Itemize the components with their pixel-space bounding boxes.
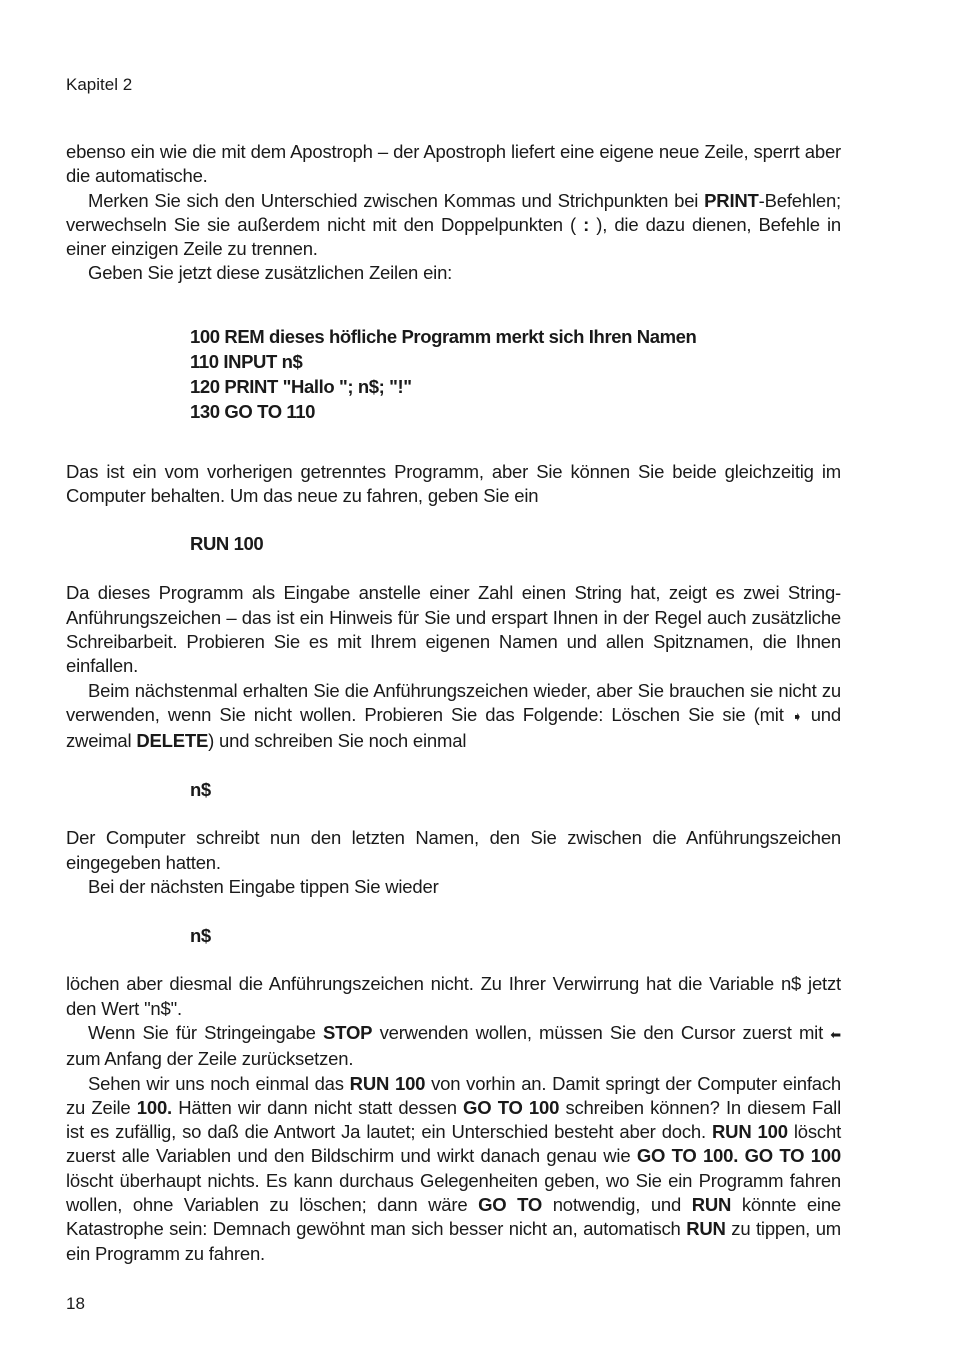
keyword-run: RUN xyxy=(686,1218,726,1240)
page-number: 18 xyxy=(66,1294,85,1313)
code-line: 120 PRINT "Hallo "; n$; "!" xyxy=(190,375,412,397)
text-span: -Befehlen; verwechseln Sie sie außerdem nicht mit den Doppelpunkten ( xyxy=(66,189,841,235)
keyword-goto: GO TO xyxy=(478,1194,543,1216)
text-span: ), die dazu dienen, Befehle in einer einzigen Zeile zu trennen. xyxy=(66,213,841,260)
text-span: zu tippen, um ein Programm zu fahren. xyxy=(66,1218,841,1264)
keyword-delete: DELETE xyxy=(136,730,209,752)
paragraph-8: Bei der nächsten Eingabe tippen Sie wieder xyxy=(88,876,439,898)
text-span: notwendig, und xyxy=(542,1194,692,1216)
keyword-line-100: 100. xyxy=(136,1096,172,1118)
code-line: 110 INPUT n$ xyxy=(190,350,303,372)
colon-symbol: : xyxy=(583,213,590,235)
code-listing xyxy=(190,324,841,424)
keyword-run: RUN xyxy=(691,1194,732,1216)
code-line: 130 GO TO 110 xyxy=(190,400,316,422)
text-span: Wenn Sie für Stringeingabe xyxy=(88,1021,324,1043)
paragraph-3: Geben Sie jetzt diese zusätzlichen Zeilen ein: xyxy=(88,262,453,284)
keyword-run-100: RUN 100 xyxy=(349,1072,426,1094)
paragraph-6 xyxy=(66,679,841,754)
text-span: zum Anfang der Zeile zurücksetzen. xyxy=(66,1048,354,1070)
keyword-goto-100: GO TO 100 xyxy=(463,1096,560,1118)
code-n-dollar-1: n$ xyxy=(190,779,211,801)
paragraph-9: löchen aber diesmal die Anführungszeichen nicht. Zu Ihrer Verwirrung hat die Variable n$ jetzt den Wert "n$". xyxy=(66,973,841,1019)
text-span: löscht überhaupt nichts. Es kann durchaus Gelegenheiten geben, wo Sie ein Programm fahren wollen, ohne Variablen zu löschen; dann wäre xyxy=(66,1169,841,1216)
code-n-dollar-2: n$ xyxy=(190,925,211,947)
paragraph-10 xyxy=(66,1021,841,1072)
paragraph-11 xyxy=(66,1072,841,1266)
text-span: Sehen wir uns noch einmal das xyxy=(88,1072,350,1094)
arrow-left-icon: ⬅ xyxy=(830,1026,841,1042)
text-span: ) und schreiben Sie noch einmal xyxy=(208,730,467,752)
text-span: schreiben können? In diesem Fall ist es zufällig, so daß die Antwort Ja lautet; ein Unterschied besteht aber doch. xyxy=(66,1096,841,1143)
keyword-stop: STOP xyxy=(323,1021,373,1043)
text-span: verwenden wollen, müssen Sie den Cursor zuerst mit xyxy=(372,1021,831,1043)
paragraph-2 xyxy=(66,189,841,262)
text-span: Beim nächstenmal erhalten Sie die Anführungszeichen wieder, aber Sie brauchen sie nicht zu verwenden, wenn Sie nicht wollen. Probieren Sie das Folgende: Löschen Sie sie (mit xyxy=(66,679,841,725)
arrow-right-icon: ➧ xyxy=(791,708,803,724)
text-span: von vorhin an. Damit springt der Computer einfach zu Zeile xyxy=(66,1072,842,1118)
paragraph-5: Da dieses Programm als Eingabe anstelle einer Zahl einen String hat, zeigt es zwei String-Anführungszeichen – das ist ein Hinweis für Sie und erspart Ihnen in der Regel auch zusätzliche Schreibarbeit. Probieren Sie es mit Ihrem eigenen Namen und allen Spitznamen, die Ihnen einfallen. xyxy=(66,582,841,677)
paragraph-4: Das ist ein vom vorherigen getrenntes Programm, aber Sie können Sie beide gleichzeitig im Computer behalten. Um das neue zu fahren, geben Sie ein xyxy=(66,460,841,507)
code-line: 100 REM dieses höfliche Programm merkt sich Ihren Namen xyxy=(190,325,697,347)
paragraph-7: Der Computer schreibt nun den letzten Namen, den Sie zwischen die Anführungszeichen eingegeben hatten. xyxy=(66,827,841,873)
text-span: löscht zuerst alle Variablen und den Bildschirm und wirkt danach genau wie xyxy=(66,1121,842,1167)
keyword-goto-100: GO TO 100. GO TO 100 xyxy=(636,1145,841,1167)
keyword-print: PRINT xyxy=(704,189,759,211)
chapter-header: Kapitel 2 xyxy=(66,75,133,94)
text-span: Merken Sie sich den Unterschied zwischen Kommas und Strichpunkten bei xyxy=(88,189,705,211)
code-run-100: RUN 100 xyxy=(190,533,264,555)
keyword-run-100: RUN 100 xyxy=(712,1121,788,1143)
text-span: und zweimal xyxy=(66,703,841,752)
text-span: Hätten wir dann nicht statt dessen xyxy=(172,1096,464,1118)
paragraph-1: ebenso ein wie die mit dem Apostroph – der Apostroph liefert eine eigene neue Zeile, sperrt aber die automatische. xyxy=(66,141,841,187)
text-span: könnte eine Katastrophe sein: Demnach gewöhnt man sich besser nicht an, automatisch xyxy=(66,1194,841,1240)
page-body xyxy=(66,140,841,1266)
